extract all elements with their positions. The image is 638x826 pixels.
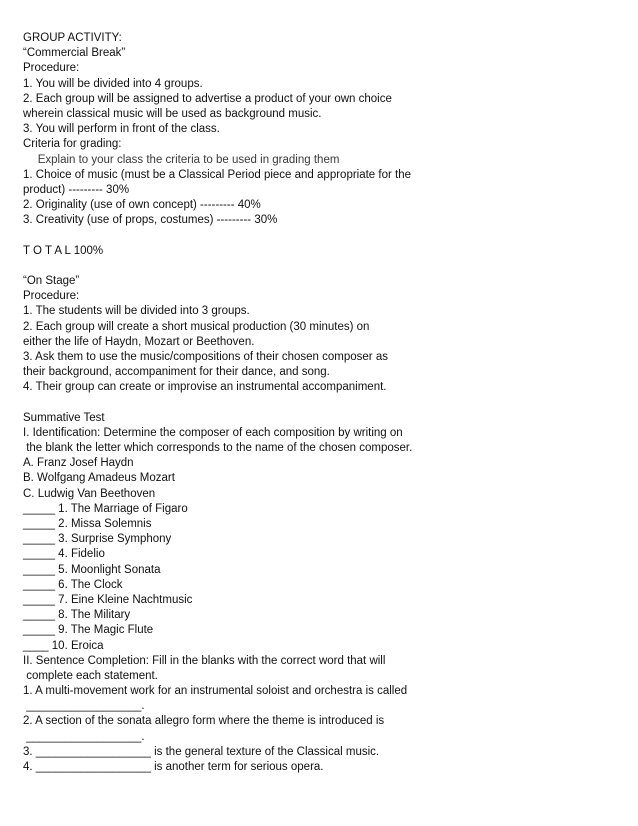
document-page <box>23 31 623 775</box>
criteria-label: Criteria for grading: <box>23 138 122 151</box>
commercial-break-title: “Commercial Break” <box>23 47 126 60</box>
on-stage-title: “On Stage” <box>23 275 80 287</box>
procedure-step: 2. Each group will create a short musical production (30 minutes) on <box>23 320 370 333</box>
procedure-step: 1. The students will be divided into 3 groups. <box>23 305 250 318</box>
procedure-step: either the life of Haydn, Mozart or Beethoven. <box>23 335 255 348</box>
procedure-label: Procedure: <box>23 62 80 75</box>
spacer <box>23 228 623 243</box>
criteria-item: 2. Originality (use of own concept) --------- 40% <box>23 199 261 212</box>
criteria-item: 1. Choice of music (must be a Classical Period piece and appropriate for the <box>23 168 412 181</box>
completion-item: 4. __________________ is another term for serious opera. <box>23 761 324 773</box>
identification-item: _____ 5. Moonlight Sonata <box>23 563 161 576</box>
summative-test-title: Summative Test <box>23 411 105 424</box>
procedure-step: 4. Their group can create or improvise an instrumental accompaniment. <box>23 381 387 394</box>
criteria-intro: Explain to your class the criteria to be used in grading them <box>23 153 340 166</box>
spacer <box>23 259 623 274</box>
procedure-step: their background, accompaniment for their dance, and song. <box>23 366 330 379</box>
composer-option: A. Franz Josef Haydn <box>23 457 134 470</box>
identification-item: _____ 6. The Clock <box>23 578 123 591</box>
total-line: T O T A L 100% <box>23 244 104 257</box>
identification-item: _____ 2. Missa Solemnis <box>23 518 152 530</box>
completion-item: 1. A multi-movement work for an instrumental soloist and orchestra is called <box>23 685 408 698</box>
part1-instructions: I. Identification: Determine the composer of each composition by writing on <box>23 426 403 439</box>
composer-option: C. Ludwig Van Beethoven <box>23 487 156 500</box>
completion-item: 2. A section of the sonata allegro form where the theme is introduced is <box>23 715 385 728</box>
criteria-item: product) --------- 30% <box>23 183 130 196</box>
identification-item: _____ 4. Fidelio <box>23 548 105 561</box>
identification-item: _____ 1. The Marriage of Figaro <box>23 502 188 515</box>
procedure-step: 3. You will perform in front of the class. <box>23 123 220 136</box>
identification-item: _____ 8. The Military <box>23 609 131 622</box>
composer-option: B. Wolfgang Amadeus Mozart <box>23 472 175 485</box>
identification-item: ____ 10. Eroica <box>23 639 104 652</box>
group-activity-heading: GROUP ACTIVITY: <box>23 32 122 44</box>
procedure-label: Procedure: <box>23 290 80 303</box>
completion-item: 3. __________________ is the general texture of the Classical music. <box>23 745 380 758</box>
part1-instructions: the blank the letter which corresponds to the name of the chosen composer. <box>23 442 413 455</box>
procedure-step: wherein classical music will be used as background music. <box>23 107 322 120</box>
procedure-step: 2. Each group will be assigned to advertise a product of your own choice <box>23 92 392 105</box>
part2-instructions: complete each statement. <box>23 669 158 682</box>
part2-instructions: II. Sentence Completion: Fill in the blanks with the correct word that will <box>23 654 386 667</box>
identification-item: _____ 7. Eine Kleine Nachtmusic <box>23 593 193 606</box>
completion-item: __________________. <box>23 730 145 743</box>
identification-item: _____ 3. Surprise Symphony <box>23 533 172 546</box>
completion-item: __________________. <box>23 700 145 713</box>
procedure-step: 1. You will be divided into 4 groups. <box>23 77 203 90</box>
procedure-step: 3. Ask them to use the music/compositions of their chosen composer as <box>23 350 388 363</box>
spacer <box>23 396 623 411</box>
identification-item: _____ 9. The Magic Flute <box>23 624 154 637</box>
criteria-item: 3. Creativity (use of props, costumes) --------- 30% <box>23 214 278 227</box>
